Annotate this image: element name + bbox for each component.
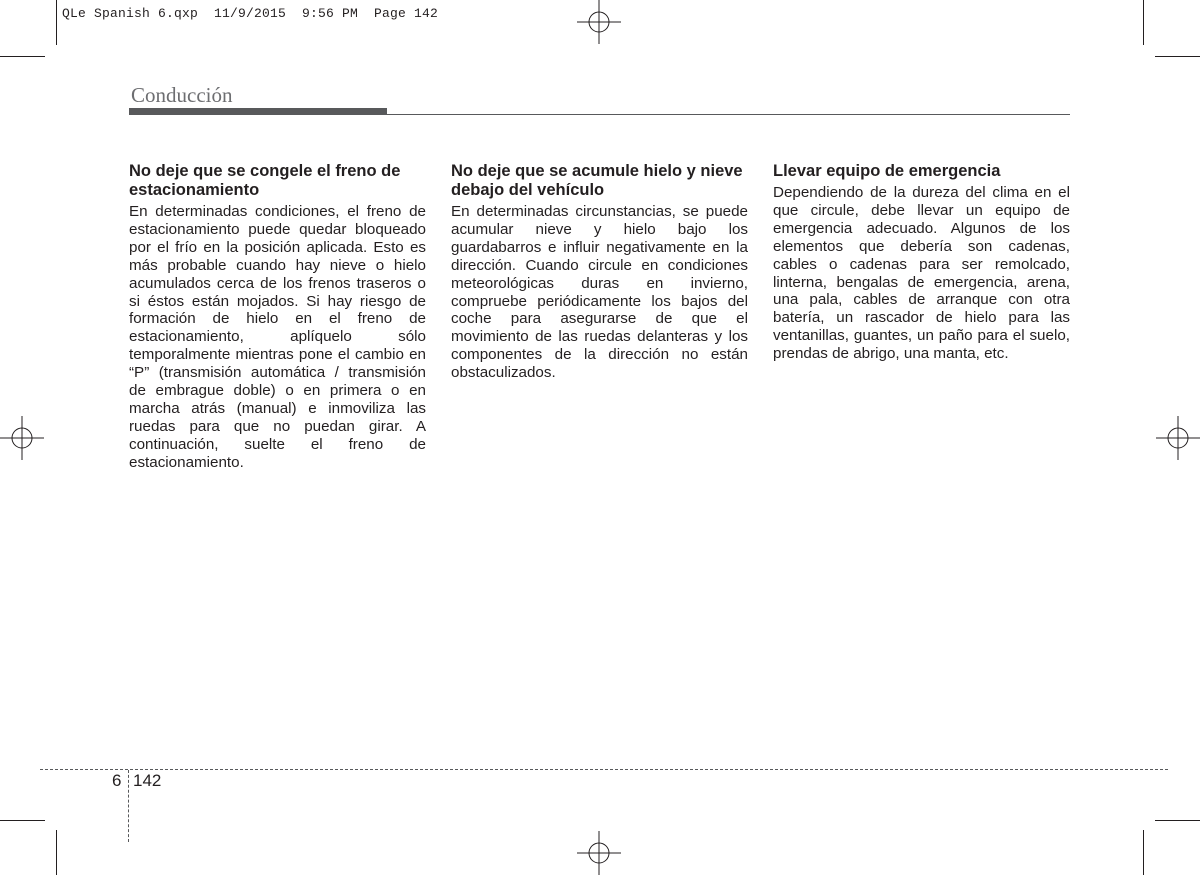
- crop-mark: [56, 830, 57, 875]
- chapter-number: 6: [112, 771, 122, 790]
- registration-mark-icon: [577, 831, 621, 875]
- column-body: En determinadas condiciones, el freno de estacionamiento puede quedar bloqueado por el frío en la posición aplicada. Esto es más probable cuando hay nieve o hielo acumulados cerca de los frenos traseros o si éstos están mojados. Si hay riesgo de formación de hielo en el freno de estacionamiento, aplíquelo sólo temporalmente mientras pone el cambio en “P” (transmisión automática / transmisión de embrague doble) o en primera o en marcha atrás (manual) e inmoviliza las ruedas para que no puedan girar. A continuación, suelte el freno de estacionamiento.: [129, 203, 426, 471]
- column-body: Dependiendo de la dureza del clima en el que circule, debe llevar un equipo de emergencia adecuado. Algunos de los elementos que debería son cadenas, cables o cadenas para ser remolcado, linterna, bengalas de emergencia, arena, una pala, cables de arranque con otra batería, un rascador de hielo para las ventanillas, guantes, un paño para el suelo, prendas de abrigo, una manta, etc.: [773, 184, 1070, 363]
- column-heading: No deje que se congele el freno de estacionamiento: [129, 162, 401, 199]
- crop-mark: [1143, 830, 1144, 875]
- column-heading: Llevar equipo de emergencia: [773, 162, 1001, 180]
- page-number: 142: [133, 771, 162, 790]
- crop-mark: [0, 820, 45, 821]
- crop-mark: [1143, 0, 1144, 45]
- registration-mark-icon: [0, 416, 44, 460]
- footer-dashed-divider: [128, 770, 129, 842]
- text-column-1: [129, 162, 426, 472]
- column-heading: No deje que se acumule hielo y nieve debajo del vehículo: [451, 162, 743, 199]
- header-rule-thick: [129, 108, 387, 115]
- registration-mark-icon: [577, 0, 621, 44]
- print-slug: QLe Spanish 6.qxp 11/9/2015 9:56 PM Page 142: [62, 6, 439, 21]
- crop-mark: [0, 56, 45, 57]
- text-column-3: [773, 162, 1070, 363]
- registration-mark-icon: [1156, 416, 1200, 460]
- crop-mark: [56, 0, 57, 45]
- text-column-2: [451, 162, 748, 382]
- column-body: En determinadas circunstancias, se puede acumular nieve y hielo bajo los guardabarros e influir negativamente en la dirección. Cuando circule en condiciones meteorológicas duras en invierno, compruebe periódicamente los bajos del coche para asegurarse de que el movimiento de las ruedas delanteras y los componentes de la dirección no están obstaculizados.: [451, 203, 748, 382]
- crop-mark: [1155, 56, 1200, 57]
- crop-mark: [1155, 820, 1200, 821]
- section-title: Conducción: [131, 83, 233, 107]
- footer-dashed-rule: [40, 769, 1168, 770]
- header-rule-thin: [387, 114, 1070, 115]
